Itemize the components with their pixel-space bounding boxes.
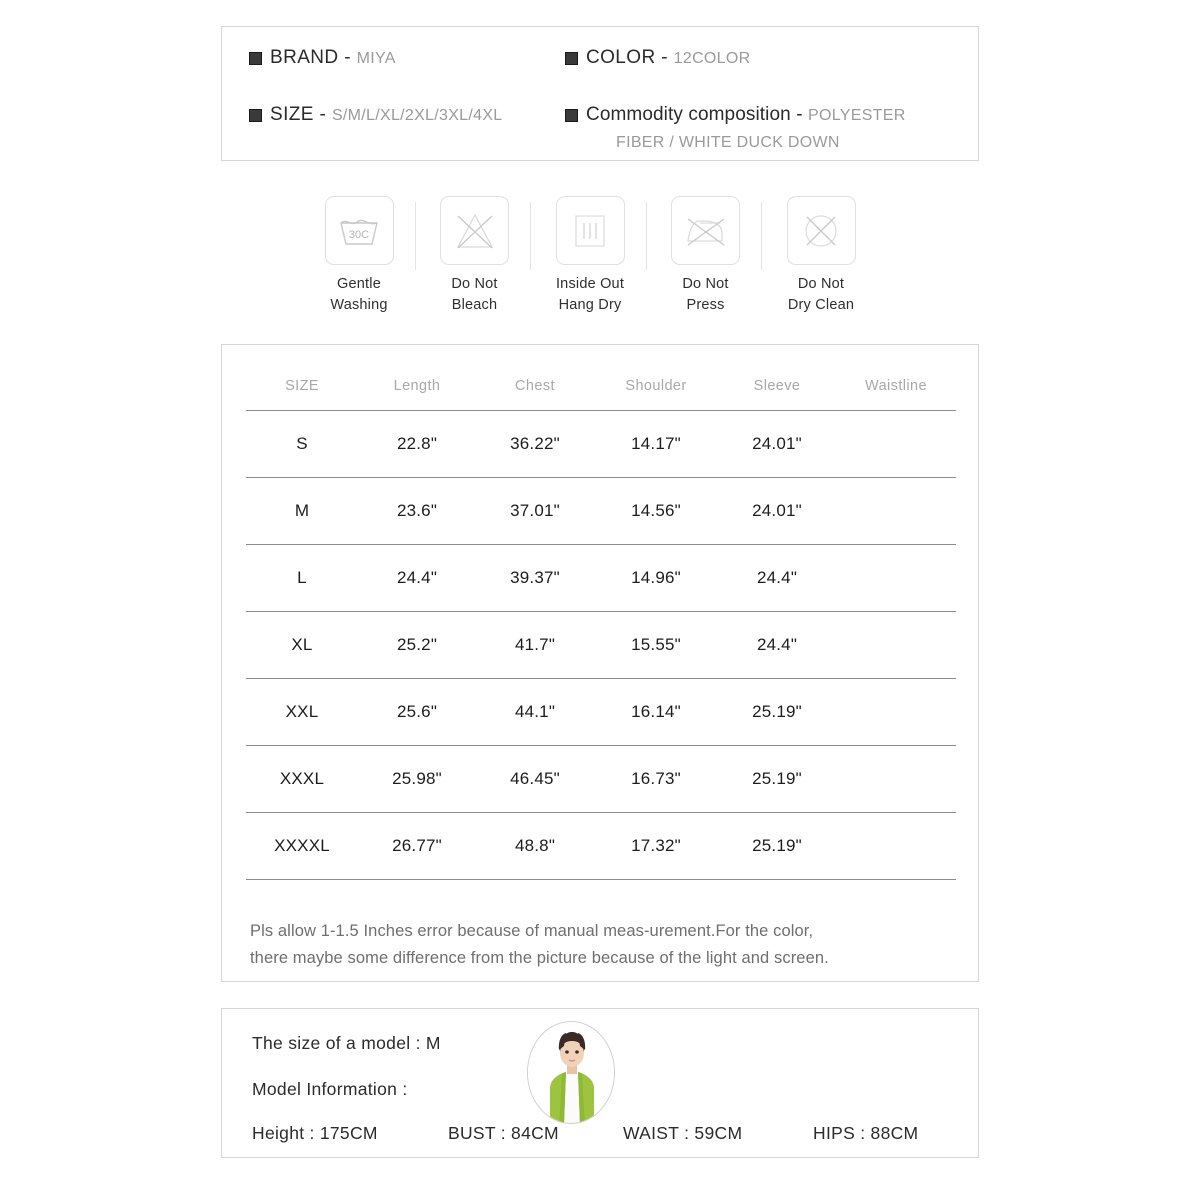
care-label-do-not-press [682,274,728,315]
spec-label-size: SIZE [270,104,314,125]
care-item-gentle-washing [305,196,413,315]
cell-sleeve: 25.19" [718,745,836,812]
cell-shoulder: 14.17" [594,410,718,477]
spec-value-size: S/M/L/XL/2XL/3XL/4XL [331,107,503,124]
cell-size: XXL [246,678,358,745]
disclaimer-line2: there maybe some difference from the picture because of the light and screen. [250,948,829,967]
model-info-panel [221,1008,979,1158]
table-row [246,544,956,611]
care-label-do-not-dry-clean [788,274,854,315]
table-row [246,477,956,544]
cell-size: S [246,410,358,477]
wash-temp-label: 30C [348,228,370,241]
column-header-shoulder: Shoulder [594,363,718,410]
care-label-do-not-bleach [451,274,497,315]
cell-length: 23.6" [358,477,476,544]
inside-out-hang-dry-icon [556,196,625,265]
care-label-line2: Bleach [451,296,498,313]
care-label-line1: Do Not [797,276,845,292]
cell-length: 25.6" [358,678,476,745]
square-bullet-icon [249,52,262,65]
table-row [246,745,956,812]
model-size-line: The size of a model : M [252,1033,441,1053]
cell-chest: 37.01" [476,477,594,544]
cell-waistline [836,812,956,879]
spec-label-color: COLOR [586,47,656,68]
model-measurements [252,1123,952,1144]
cell-chest: 41.7" [476,611,594,678]
spec-separator: - [655,47,674,68]
cell-chest: 48.8" [476,812,594,879]
care-label-line1: Do Not [682,276,729,292]
cell-size: M [246,477,358,544]
table-row [246,410,956,477]
square-bullet-icon [565,109,578,122]
cell-waistline [836,611,956,678]
cell-waistline [836,410,956,477]
cell-shoulder: 16.73" [594,745,718,812]
disclaimer-line1: Pls allow 1-1.5 Inches error because of manual meas-urement.For the color, [250,922,814,940]
spec-value-composition: POLYESTER [808,107,906,124]
model-height: Height : 175CM [252,1123,378,1143]
cell-sleeve: 24.01" [718,410,836,477]
care-label-line2: Dry Clean [787,296,855,313]
size-table-panel [221,344,979,982]
spec-label-brand: BRAND [270,47,339,68]
table-row [246,812,956,879]
spec-label-composition: Commodity composition [586,104,791,125]
cell-shoulder: 15.55" [594,611,718,678]
column-header-chest: Chest [476,363,594,410]
model-bust: BUST : 84CM [448,1123,559,1143]
spec-value-brand: MIYA [356,50,396,67]
do-not-bleach-icon [440,196,509,265]
cell-shoulder: 14.96" [594,544,718,611]
cell-sleeve: 25.19" [718,812,836,879]
cell-sleeve: 24.4" [718,611,836,678]
care-label-line2: Hang Dry [558,296,622,313]
square-bullet-icon [565,52,578,65]
column-header-sleeve: Sleeve [718,363,836,410]
spec-item-brand [249,45,396,72]
cell-size: XXXL [246,745,358,812]
cell-shoulder: 16.14" [594,678,718,745]
care-label-line1: Do Not [451,276,498,292]
cell-waistline [836,678,956,745]
model-hips: HIPS : 88CM [813,1123,919,1143]
care-item-inside-out-hang-dry [536,196,644,315]
cell-waistline [836,477,956,544]
care-label-line1: Gentle [337,276,381,292]
cell-chest: 39.37" [476,544,594,611]
table-row [246,611,956,678]
spec-item-color [565,45,750,72]
model-photo [527,1021,615,1124]
care-label-line2: Press [686,296,725,313]
cell-shoulder: 17.32" [594,812,718,879]
cell-size: XL [246,611,358,678]
do-not-press-icon [671,196,740,265]
measurement-disclaimer [250,918,956,971]
cell-sleeve: 24.4" [718,544,836,611]
cell-waistline [836,745,956,812]
cell-length: 25.98" [358,745,476,812]
spec-separator: - [338,47,357,68]
square-bullet-icon [249,109,262,122]
cell-chest: 36.22" [476,410,594,477]
gentle-washing-icon [325,196,394,265]
column-header-waistline: Waistline [836,363,956,410]
cell-chest: 46.45" [476,745,594,812]
cell-size: L [246,544,358,611]
spec-item-composition [565,102,906,155]
cell-size: XXXXL [246,812,358,879]
care-label-inside-out-hang-dry [556,274,624,315]
column-header-length: Length [358,363,476,410]
model-waist: WAIST : 59CM [623,1123,743,1143]
cell-length: 24.4" [358,544,476,611]
spec-separator: - [313,104,332,125]
table-header-row [246,363,956,410]
cell-sleeve: 25.19" [718,678,836,745]
care-item-do-not-bleach [421,196,529,315]
product-spec-panel [221,26,979,161]
cell-chest: 44.1" [476,678,594,745]
cell-length: 25.2" [358,611,476,678]
column-header-size: SIZE [246,363,358,410]
cell-sleeve: 24.01" [718,477,836,544]
care-label-line2: Washing [330,296,388,313]
cell-length: 26.77" [358,812,476,879]
care-item-do-not-dry-clean [767,196,875,315]
cell-shoulder: 14.56" [594,477,718,544]
cell-length: 22.8" [358,410,476,477]
model-information-label: Model Information : [252,1079,408,1099]
care-instructions-strip [305,196,875,326]
size-table [246,363,956,880]
care-item-do-not-press [652,196,760,315]
do-not-dry-clean-icon [787,196,856,265]
care-label-line1: Inside Out [555,276,625,292]
care-label-gentle-washing [330,274,387,315]
spec-item-size [249,102,502,129]
table-row [246,678,956,745]
cell-waistline [836,544,956,611]
spec-separator: - [790,104,809,125]
spec-value-color: 12COLOR [673,50,751,67]
spec-value-composition-line2: FIBER / WHITE DUCK DOWN [616,133,840,151]
